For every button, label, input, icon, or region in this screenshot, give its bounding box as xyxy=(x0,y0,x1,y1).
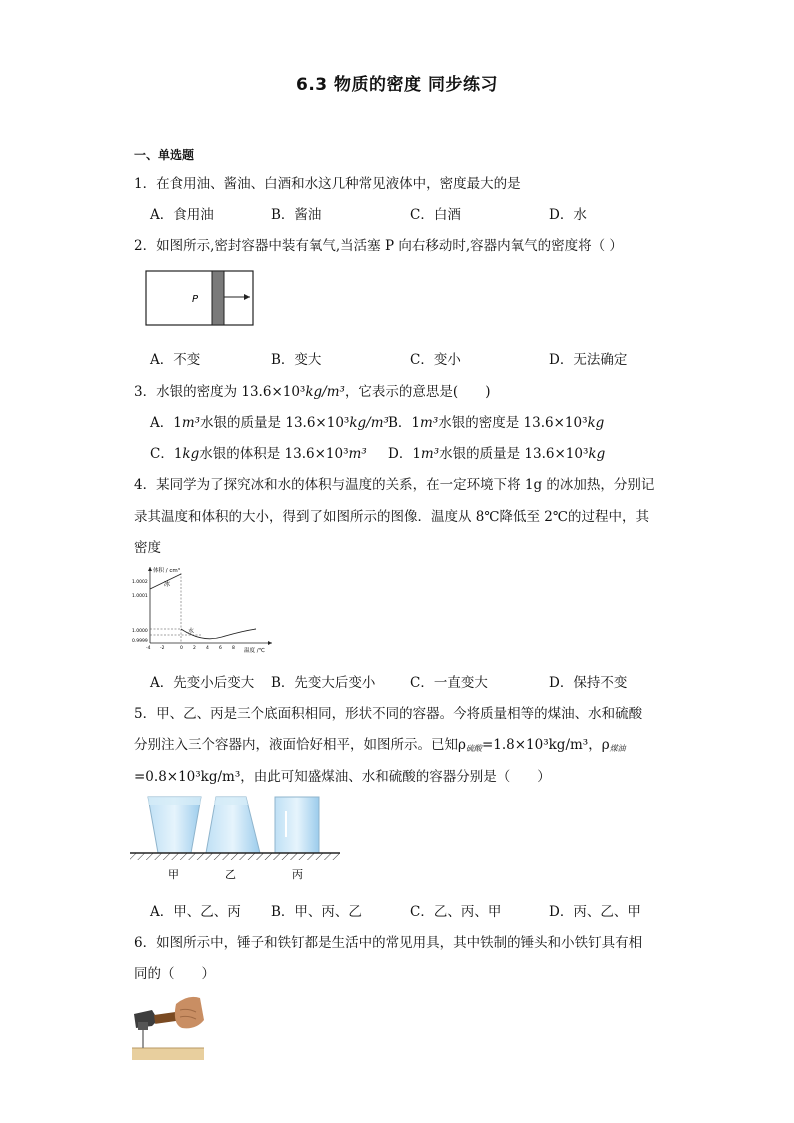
q3-opt-text: A．1 xyxy=(150,415,182,431)
q3-opt-unit: m³ xyxy=(420,446,440,462)
y-axis-label: 体积 / cm³ xyxy=(153,568,180,574)
x-tick: -2 xyxy=(160,646,165,651)
y-tick: 1.0001 xyxy=(132,594,148,599)
q1-option-a: A．食用油 xyxy=(150,207,214,223)
page-title: 6.3 物质的密度 同步练习 xyxy=(296,75,498,95)
q3-opt-text: 水银的密度是 13.6×10³ xyxy=(438,415,588,431)
q1-option-c: C．白酒 xyxy=(410,207,461,223)
question-2-stem: 2．如图所示,密封容器中装有氧气,当活塞 P 向右移动时,容器内氧气的密度将（ ） xyxy=(134,238,623,254)
question-6-line-2: 同的（ ） xyxy=(134,966,215,982)
volume-temperature-graph xyxy=(132,563,282,658)
x-tick: -4 xyxy=(146,646,151,651)
q5-option-c: C．乙、丙、甲 xyxy=(410,904,502,920)
y-tick: 0.9999 xyxy=(132,639,148,644)
q3-opt-unit: kg xyxy=(182,446,200,462)
q2-option-c: C．变小 xyxy=(410,352,461,368)
q3-option-d xyxy=(388,442,605,462)
question-5-line-3: =0.8×10³kg/m³，由此可知盛煤油、水和硫酸的容器分别是（ ） xyxy=(134,769,551,785)
q4-option-c: C．一直变大 xyxy=(410,675,488,691)
q3-opt-unit: m³ xyxy=(348,446,367,462)
q3-opt-unit: kg xyxy=(587,415,605,431)
ice-label: 冰 xyxy=(164,581,171,588)
q1-option-d: D．水 xyxy=(549,207,587,223)
container-label-bing: 丙 xyxy=(292,868,303,881)
question-5-line-2 xyxy=(134,733,626,754)
q1-option-b: B．酱油 xyxy=(271,207,322,223)
question-4-line-1: 4．某同学为了探究冰和水的体积与温度的关系，在一定环境下将 1g 的冰加热，分别记 xyxy=(134,477,655,493)
question-1-stem: 1．在食用油、酱油、白酒和水这几种常见液体中，密度最大的是 xyxy=(134,176,521,192)
q3-option-a xyxy=(150,411,389,431)
q5-option-d: D．丙、乙、甲 xyxy=(549,904,641,920)
hammer-nail-photo xyxy=(132,990,206,1062)
container-label-jia: 甲 xyxy=(168,868,179,881)
q5-text: 分别注入三个容器内，液面恰好相平，如图所示。已知ρ xyxy=(134,737,466,753)
q5-text: =1.8×10³kg/m³，ρ xyxy=(481,737,610,753)
x-tick: 0 xyxy=(180,646,183,651)
three-containers-figure xyxy=(128,793,343,885)
q3-opt-text: 水银的质量是 13.6×10³ xyxy=(200,415,350,431)
q3-opt-text: 水银的质量是 13.6×10³ xyxy=(439,446,589,462)
q5-subscript: 煤油 xyxy=(609,744,626,753)
question-6-line-1: 6．如图所示中，锤子和铁钉都是生活中的常见用具，其中铁制的锤头和小铁钉具有相 xyxy=(134,935,643,951)
q3-stem-unit: kg/m³ xyxy=(305,384,345,400)
q3-opt-text: 水银的体积是 13.6×10³ xyxy=(199,446,349,462)
x-tick: 6 xyxy=(219,646,222,651)
q2-option-d: D．无法确定 xyxy=(549,352,628,368)
q3-opt-unit: m³ xyxy=(181,415,201,431)
y-tick: 1.0002 xyxy=(132,580,148,585)
q3-opt-text: C．1 xyxy=(150,446,183,462)
q5-option-b: B．甲、丙、乙 xyxy=(271,904,362,920)
q4-option-b: B．先变大后变小 xyxy=(271,675,376,691)
x-tick: 8 xyxy=(232,646,235,651)
q3-option-b xyxy=(388,411,604,431)
section-heading: 一、单选题 xyxy=(134,148,195,162)
question-3-stem xyxy=(134,380,490,400)
x-tick: 2 xyxy=(193,646,196,651)
piston-container-figure xyxy=(140,268,265,330)
question-4-line-3: 密度 xyxy=(134,540,161,556)
q3-opt-unit: kg xyxy=(588,446,606,462)
question-4-line-2: 录其温度和体积的大小，得到了如图所示的图像．温度从 8℃降低至 2℃的过程中，其 xyxy=(134,509,649,525)
q3-opt-unit: kg/m³ xyxy=(349,415,389,431)
q5-subscript: 硫酸 xyxy=(465,744,482,753)
q2-option-a: A．不变 xyxy=(150,352,201,368)
q5-option-a: A．甲、乙、丙 xyxy=(150,904,241,920)
piston-label: P xyxy=(192,294,199,305)
q4-option-d: D．保持不变 xyxy=(549,675,628,691)
q4-option-a: A．先变小后变大 xyxy=(150,675,255,691)
q2-option-b: B．变大 xyxy=(271,352,322,368)
q3-opt-text: B．1 xyxy=(388,415,421,431)
container-label-yi: 乙 xyxy=(225,868,236,881)
q3-stem-part: 3．水银的密度为 13.6×10³ xyxy=(134,384,306,400)
question-5-line-1: 5．甲、乙、丙是三个底面积相同，形状不同的容器。今将质量相等的煤油、水和硫酸 xyxy=(134,706,643,722)
y-tick: 1.0000 xyxy=(132,629,148,634)
q3-stem-part: ，它表示的意思是( ) xyxy=(344,384,491,400)
q3-option-c xyxy=(150,442,367,462)
q3-opt-text: D．1 xyxy=(388,446,421,462)
water-label: 水 xyxy=(188,628,195,635)
x-tick: 4 xyxy=(206,646,209,651)
x-axis-label: 温度 /℃ xyxy=(244,648,265,654)
q3-opt-unit: m³ xyxy=(420,415,439,431)
